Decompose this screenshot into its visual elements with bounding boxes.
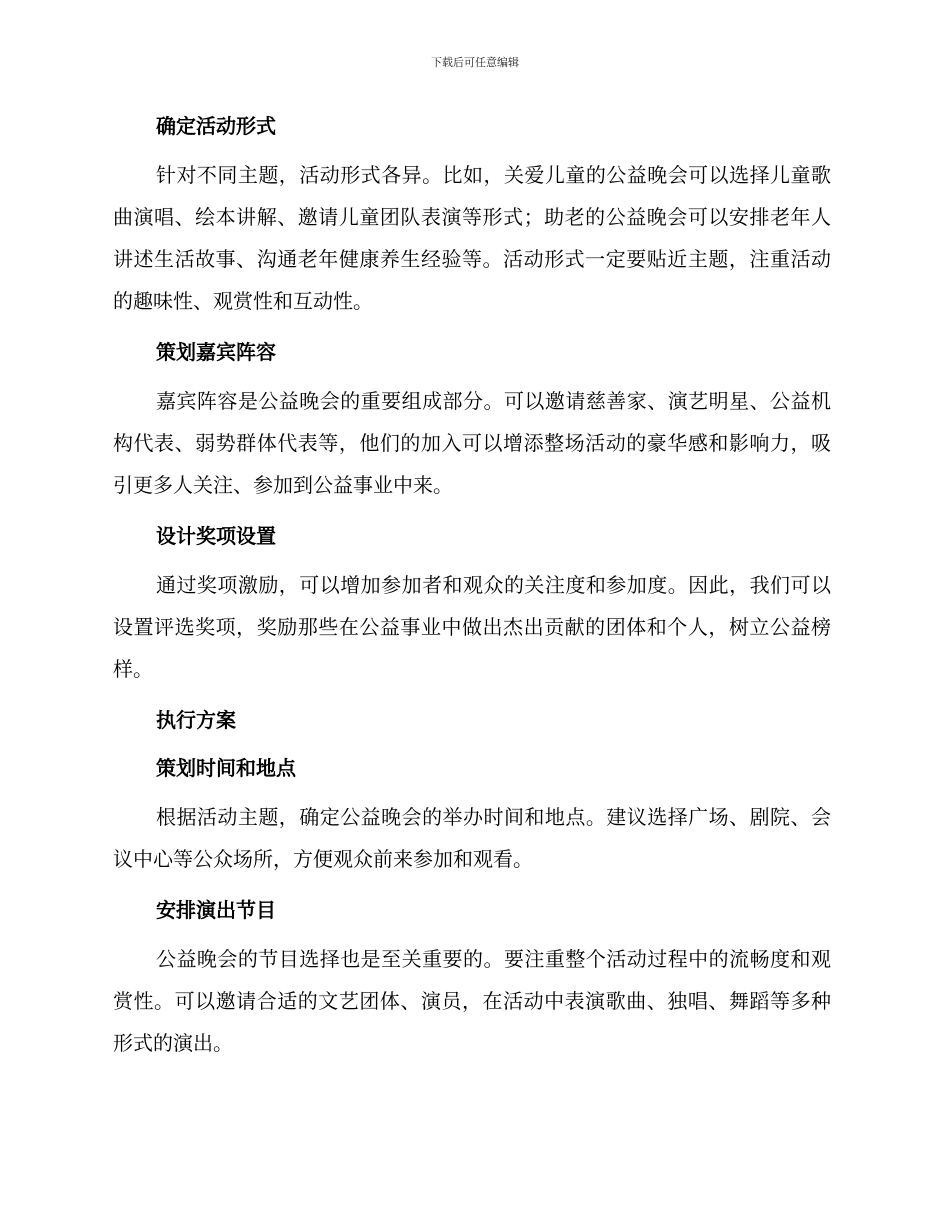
- section-heading-execution-plan: 执行方案: [156, 708, 236, 732]
- section-heading-time-location: 策划时间和地点: [156, 756, 296, 780]
- paragraph-time-location: 根据活动主题，确定公益晚会的举办时间和地点。建议选择广场、剧院、会议中心等公众场所，方便观众前来参加和观看。: [113, 805, 831, 871]
- paragraph-activity-form: 针对不同主题，活动形式各异。比如，关爱儿童的公益晚会可以选择儿童歌曲演唱、绘本讲解、邀请儿童团队表演等形式；助老的公益晚会可以安排老年人讲述生活故事、沟通老年健康养生经验等。活动形式一定要贴近主题，注重活动的趣味性、观赏性和互动性。: [113, 163, 831, 313]
- page-header: 下载后可任意编辑: [431, 56, 519, 69]
- document-body: [113, 106, 831, 1074]
- paragraph-performances: 公益晚会的节目选择也是至关重要的。要注重整个活动过程中的流畅度和观赏性。可以邀请合适的文艺团体、演员，在活动中表演歌曲、独唱、舞蹈等多种形式的演出。: [113, 947, 831, 1055]
- section-heading-performances: 安排演出节目: [156, 898, 276, 922]
- section-heading-guest-lineup: 策划嘉宾阵容: [156, 340, 276, 364]
- paragraph-awards: 通过奖项激励，可以增加参加者和观众的关注度和参加度。因此，我们可以设置评选奖项，奖励那些在公益事业中做出杰出贡献的团体和个人，树立公益榜样。: [113, 573, 831, 681]
- paragraph-guest-lineup: 嘉宾阵容是公益晚会的重要组成部分。可以邀请慈善家、演艺明星、公益机构代表、弱势群体代表等，他们的加入可以增添整场活动的豪华感和影响力，吸引更多人关注、参加到公益事业中来。: [113, 389, 831, 497]
- section-heading-activity-form: 确定活动形式: [156, 114, 276, 138]
- section-heading-awards: 设计奖项设置: [156, 524, 276, 548]
